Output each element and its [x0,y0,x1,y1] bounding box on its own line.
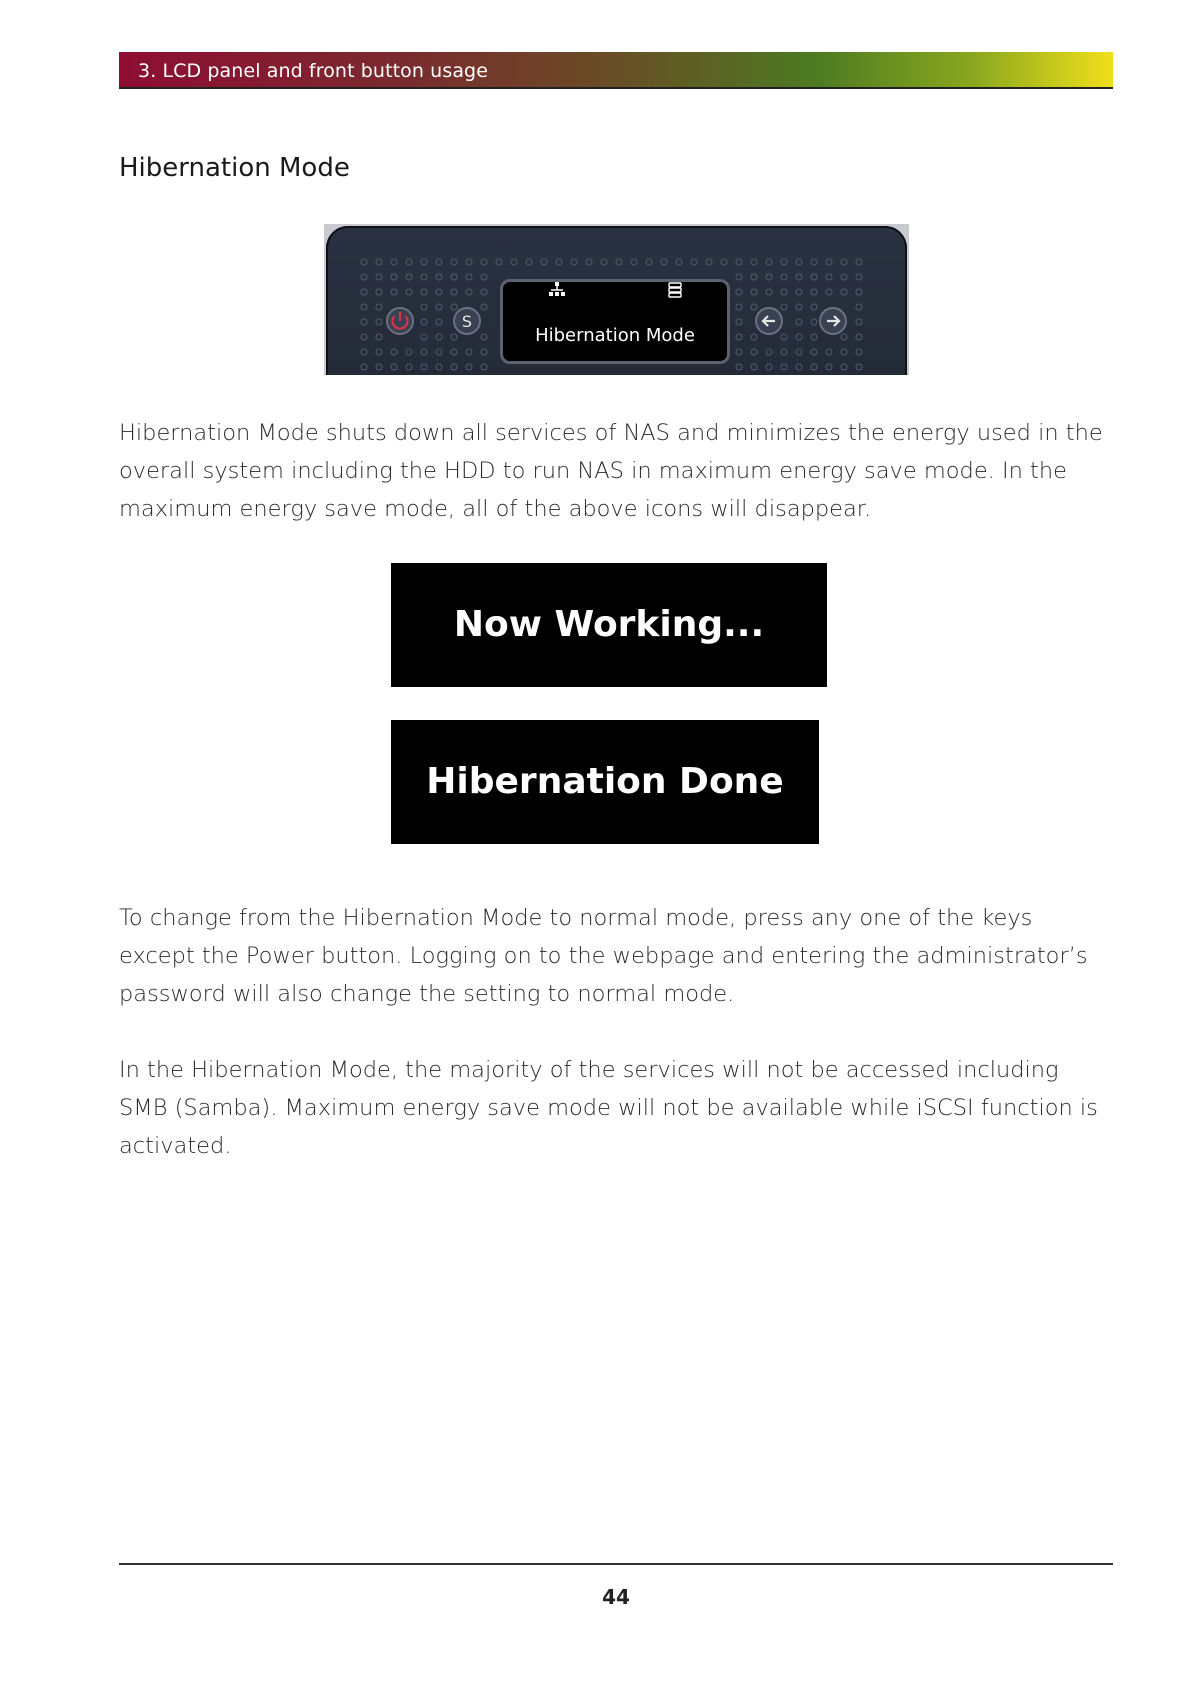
services-paragraph: In the Hibernation Mode, the majority of the services will not be accessed including SMB (Samba). Maximum energy save mode will not be available while iSCSI function is activated. [119,1057,1098,1159]
lcd-display [500,279,730,364]
now-working-screen: Now Working... [391,563,827,687]
power-icon [387,308,413,334]
device-front-panel [326,226,907,375]
lcd-display-text: Hibernation Mode [535,325,695,346]
network-icon [548,282,566,298]
section-header-bar [119,52,1113,89]
s-button-label: S [461,312,473,331]
intro-paragraph: Hibernation Mode shuts down all services of NAS and minimizes the energy used in the overall system including the HDD to run NAS in maximum energy save mode. In the maximum energy save mode, all of the above icons will disappear. [119,420,1103,522]
page-title: Hibernation Mode [119,153,350,183]
device-front-panel-image [324,224,909,375]
hibernation-done-screen: Hibernation Done [391,720,819,844]
change-mode-paragraph: To change from the Hibernation Mode to normal mode, press any one of the keys except the Power button. Logging on to the webpage and entering the administrator’s password will also change the setting to normal mode. [119,905,1088,1007]
right-arrow-icon [820,308,846,334]
s-icon [454,308,480,334]
storage-icon [668,282,682,298]
left-arrow-icon [756,308,782,334]
footer-divider [119,1563,1113,1565]
page-number: 44 [602,1585,630,1609]
section-header-label: 3. LCD panel and front button usage [138,60,489,82]
